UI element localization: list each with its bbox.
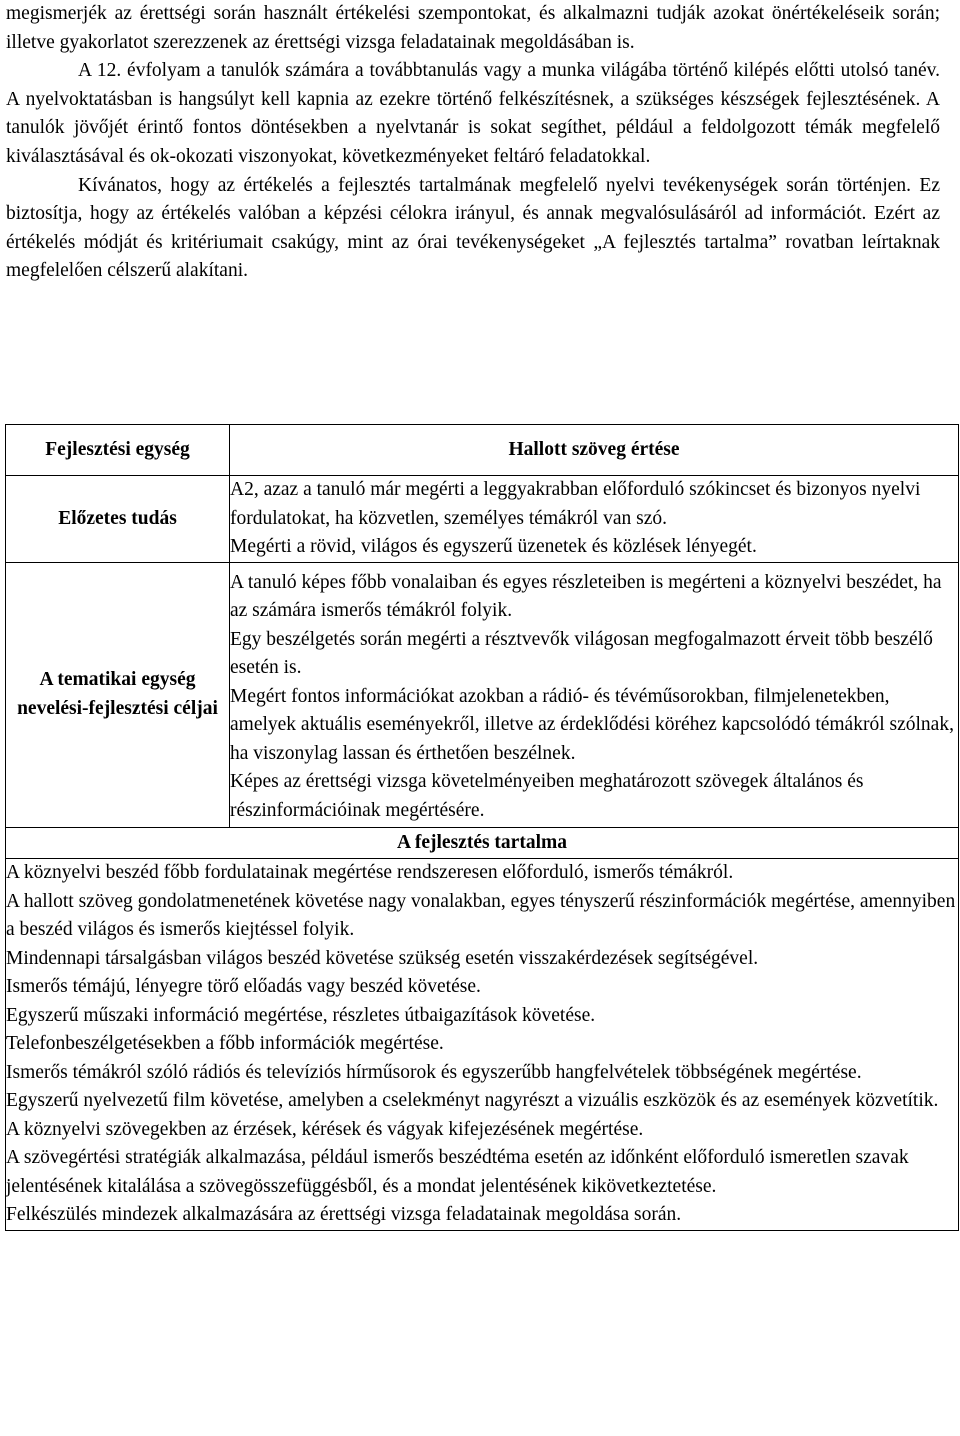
intro-paragraph: A 12. évfolyam a tanulók számára a továbbtanulás vagy a munka világába történő kilépés előtti utolsó tanév. A nyelvoktatásban is hangsúlyt kell kapnia az ezekre történő felkészítésnek, a szükséges készségek fejlesztésének. A tanulók jövőjét érintő fontos döntésekben a nyelvtanár is sokat segíthet, például a feldolgozott témák megfelelő kiválasztásával és ok-okozati viszonyokat, következményeket feltáró feladatokkal. [6, 60, 940, 167]
goals-line: Egy beszélgetés során megérti a résztvevők világosan megfogalmazott érveit több beszélő esetén is. [230, 628, 933, 678]
intro-paragraph: megismerjék az érettségi során használt értékelési szempontokat, és alkalmazni tudják azokat önértékeléseik során; illetve gyakorlatot szerezzenek az érettségi vizsga feladatainak megoldásában is. [6, 3, 940, 53]
content-row [6, 859, 959, 1231]
content-line: A hallott szöveg gondolatmenetének követése nagy vonalakban, egyes tényszerű részinformációk megértése, amennyiben a beszéd világos és ismerős kiejtéssel folyik. [6, 890, 956, 940]
prior-knowledge-line: Megérti a rövid, világos és egyszerű üzenetek és közlések lényegét. [230, 536, 757, 557]
content-line: Ismerős témájú, lényegre törő előadás vagy beszéd követése. [6, 976, 481, 997]
content-line: A köznyelvi szövegekben az érzések, kérések és vágyak kifejezésének megértése. [6, 1118, 644, 1140]
goals-row [6, 562, 959, 828]
prior-knowledge-label: Előzetes tudás [58, 507, 177, 529]
prior-label-cell [6, 476, 230, 563]
goals-label: A tematikai egység nevelési-fejlesztési céljai [17, 669, 218, 719]
prior-knowledge-row [6, 476, 959, 563]
content-line: A szövegértési stratégiák alkalmazása, például ismerős beszédtéma esetén az időnként előforduló ismeretlen szavak jelentésének kitalálása a szövegösszefüggésből, és a mondat jelentésének kikövetkeztetése. [6, 1147, 909, 1197]
goals-line: Megért fontos információkat azokban a rádió- és tévéműsorokban, filmjelenetekben, amelyek aktuális eseményekről, illetve az érdeklődési köréhez kapcsolódó témákról szólnak, ha viszonylag lassan és érthetően beszélnek. [230, 685, 954, 764]
content-line: Telefonbeszélgetésekben a főbb információk megértése. [6, 1033, 444, 1054]
curriculum-table [5, 424, 959, 1231]
content-cell [6, 859, 959, 1231]
unit-title: Hallott szöveg értése [508, 438, 680, 460]
content-title: A fejlesztés tartalma [396, 831, 567, 853]
goals-cell [230, 562, 959, 828]
goals-line: Képes az érettségi vizsga követelményeiben meghatározott szövegek általános és részinformációinak megértésére. [230, 771, 864, 821]
content-line: A köznyelvi beszéd főbb fordulatainak megértése rendszeresen előforduló, ismerős témákról. [6, 862, 734, 883]
content-line: Mindennapi társalgásban világos beszéd követése szükség esetén visszakérdezések segítségével. [6, 947, 759, 969]
goals-line: A tanuló képes főbb vonalaiban és egyes részleteiben is megérteni a köznyelvi beszédet, ha az számára ismerős témákról folyik. [230, 571, 942, 621]
content-line: Egyszerű műszaki információ megértése, részletes útbaigazítások követése. [6, 1004, 596, 1026]
intro-paragraph: Kívánatos, hogy az értékelés a fejlesztés tartalmának megfelelő nyelvi tevékenységek során történjen. Ez biztosítja, hogy az értékelés valóban a képzési célokra irányul, és annak megvalósulásáról ad információt. Ezért az értékelés módját és kritériumait csakúgy, mint az órai tevékenységeket „A fejlesztés tartalma” rovatban leírtaknak megfelelően célszerű alakítani. [6, 174, 940, 282]
content-title-cell [6, 828, 959, 859]
intro-text [6, 0, 940, 286]
content-line: Egyszerű nyelvezetű film követése, amelyben a cselekményt nagyrészt a vizuális eszközök és az események közvetítik. [6, 1090, 939, 1111]
goals-label-cell [6, 562, 230, 828]
unit-label-cell [6, 425, 230, 476]
unit-title-cell [230, 425, 959, 476]
content-title-row [6, 828, 959, 859]
prior-knowledge-cell [230, 476, 959, 563]
content-line: Felkészülés mindezek alkalmazására az érettségi vizsga feladatainak megoldása során. [6, 1204, 682, 1225]
unit-row [6, 425, 959, 476]
prior-knowledge-line: A2, azaz a tanuló már megérti a leggyakrabban előforduló szókincset és bizonyos nyelvi fordulatokat, ha közvetlen, személyes témákról van szó. [230, 479, 921, 529]
unit-label: Fejlesztési egység [45, 438, 190, 460]
content-line: Ismerős témákról szóló rádiós és televíziós hírműsorok és egyszerűbb hangfelvételek többségének megértése. [6, 1061, 862, 1083]
